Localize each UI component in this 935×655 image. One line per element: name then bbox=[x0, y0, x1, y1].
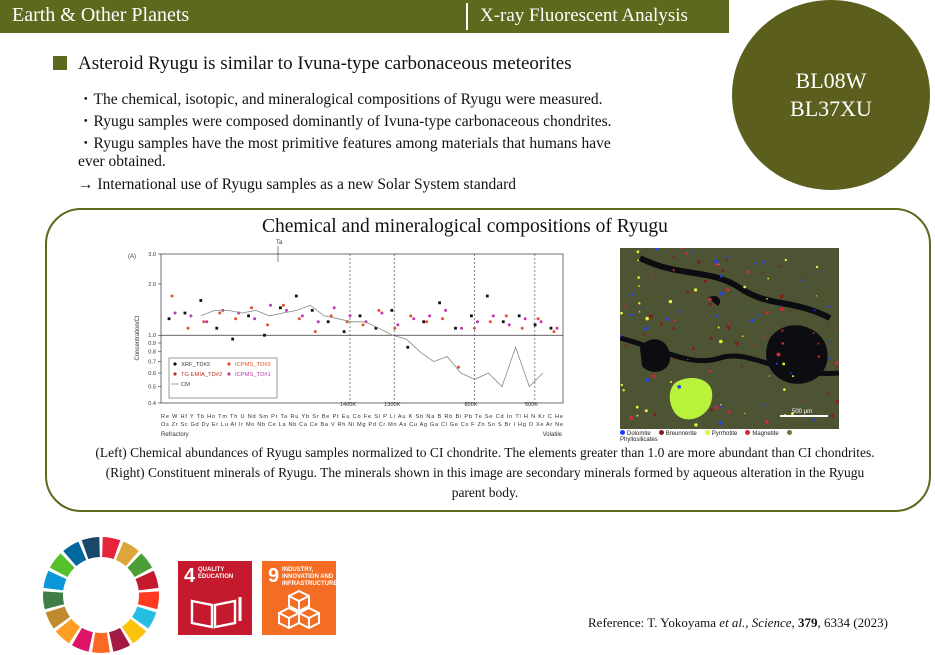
mineral-grain bbox=[765, 420, 769, 424]
scale-bar bbox=[780, 415, 828, 417]
mineral-grain bbox=[726, 259, 728, 261]
mineral-legend-item: Dolomite bbox=[620, 431, 651, 437]
reference-volume: 379 bbox=[798, 615, 818, 630]
chart-legend-label: ICPMS_TD#1 bbox=[235, 372, 271, 378]
chart-refractory-label: Refractory bbox=[161, 432, 189, 438]
mineral-grain bbox=[650, 274, 652, 276]
chart-temperature-label: 500K bbox=[524, 402, 538, 408]
chart-point-icpms-td2 bbox=[186, 327, 189, 330]
chart-point-icpms-td2 bbox=[282, 304, 285, 307]
mineral-grain bbox=[668, 318, 669, 319]
chart-point-icpms-td1 bbox=[460, 327, 463, 330]
mineral-grain bbox=[708, 298, 711, 301]
mineral-grain bbox=[813, 419, 815, 421]
chart-point-icpms-td2 bbox=[314, 330, 317, 333]
chart-point-icpms-td1 bbox=[301, 314, 304, 317]
mineral-grain bbox=[726, 288, 729, 291]
mineral-grain bbox=[740, 365, 742, 367]
mineral-grain bbox=[637, 276, 640, 279]
chart-point-icpms-td2 bbox=[266, 323, 269, 326]
mineral-grain bbox=[692, 347, 695, 350]
chart-ytick-label: 0.4 bbox=[148, 401, 156, 407]
mineral-grain bbox=[780, 307, 784, 311]
mineral-grain bbox=[637, 260, 639, 262]
chart-point-icpms-td2 bbox=[202, 320, 205, 323]
mineral-grain bbox=[645, 317, 649, 321]
mineral-grain bbox=[672, 327, 675, 330]
chart-legend-label: TG EMIA_TD#2 bbox=[181, 372, 223, 378]
chart-temperature-label: 1300K bbox=[384, 402, 401, 408]
mineral-grain bbox=[766, 298, 768, 300]
mineral-grain bbox=[817, 342, 819, 344]
mineral-grain bbox=[788, 311, 790, 313]
chart-ytick-label: 0.6 bbox=[148, 371, 156, 378]
chart-point-icpms-td2 bbox=[521, 327, 524, 330]
chart-volatile-label: Volatile bbox=[542, 432, 562, 438]
chart-panel-label: (A) bbox=[128, 254, 136, 260]
chart-point-icpms-td2 bbox=[377, 309, 380, 312]
abundance-chart-svg bbox=[124, 238, 569, 443]
chart-point-xrf bbox=[295, 295, 298, 298]
mineral-grain bbox=[816, 295, 817, 296]
chart-point-icpms-td2 bbox=[489, 320, 492, 323]
mineral-grain bbox=[766, 311, 769, 314]
mineral-grain bbox=[718, 327, 720, 329]
chart-point-xrf bbox=[247, 314, 250, 317]
mineral-grain bbox=[645, 409, 648, 412]
chart-point-xrf bbox=[184, 312, 187, 315]
chart-point-xrf bbox=[311, 309, 314, 312]
mineral-grain bbox=[743, 286, 746, 289]
mineral-grain bbox=[669, 300, 672, 303]
reference-journal: Science bbox=[751, 615, 792, 630]
chart-point-xrf bbox=[454, 327, 457, 330]
mineral-grain bbox=[674, 320, 677, 323]
mineral-grain bbox=[801, 278, 802, 279]
mineral-grain bbox=[670, 381, 672, 383]
chart-ytick-label: 1.0 bbox=[148, 333, 156, 340]
mineral-grain bbox=[672, 256, 674, 258]
mineral-grain bbox=[637, 415, 639, 417]
chart-point-icpms-td1 bbox=[380, 312, 383, 315]
chart-point-icpms-td2 bbox=[171, 295, 174, 298]
chart-ytick-label: 0.8 bbox=[148, 349, 156, 356]
mineral-map-image bbox=[620, 248, 839, 429]
chart-ytick-label: 0.9 bbox=[148, 341, 156, 348]
mineral-grain bbox=[827, 355, 829, 357]
mineral-grain bbox=[716, 406, 719, 409]
bullet-3: ・Ryugu samples have the most primitive features among materials that humans have bbox=[78, 135, 611, 152]
mineral-grain bbox=[790, 373, 792, 375]
mineral-grain bbox=[801, 400, 803, 402]
mineral-grain bbox=[666, 318, 669, 321]
chart-point-icpms-td1 bbox=[205, 320, 208, 323]
scale-bar-label: 500 μm bbox=[792, 409, 813, 415]
mineral-grain bbox=[704, 280, 707, 283]
chart-point-icpms-td2 bbox=[457, 366, 460, 369]
mineral-grain bbox=[776, 363, 778, 365]
chart-ytick-label: 0.5 bbox=[148, 384, 156, 391]
mineral-grain bbox=[814, 310, 816, 312]
mineral-grain bbox=[753, 317, 754, 318]
mineral-grain bbox=[764, 336, 765, 337]
mineral-grain bbox=[762, 272, 764, 274]
mineral-grain bbox=[675, 358, 677, 360]
mineral-grain bbox=[747, 270, 750, 273]
mineral-grain bbox=[694, 288, 697, 291]
mineral-map-svg bbox=[620, 248, 839, 429]
mineral-grain bbox=[728, 323, 730, 325]
chart-x-labels-bottom: Os Zr Sc Gd Dy Er Lu Al Ir Mo Nb Ce La Nb Ca Ce Ba V Rh Ni Mg Pd Cr Mn As Cu Ag Ga Cl Ge Cs F Zn Sn S Br I Hg O Xe Ar Ne bbox=[161, 422, 563, 428]
mineral-grain bbox=[782, 342, 785, 345]
mineral-grain bbox=[720, 404, 721, 405]
mineral-grain bbox=[763, 261, 766, 264]
chart-point-icpms-td1 bbox=[540, 320, 543, 323]
chart-point-xrf bbox=[327, 320, 330, 323]
chart-legend-label: CM bbox=[181, 382, 191, 388]
mineral-grain bbox=[645, 327, 649, 331]
chart-point-xrf bbox=[534, 324, 537, 327]
mineral-grain bbox=[646, 378, 650, 382]
mineral-grain bbox=[709, 337, 712, 340]
beamline-2: BL37XU bbox=[790, 96, 872, 121]
sdg-wheel-segment bbox=[138, 591, 159, 609]
chart-point-icpms-td1 bbox=[444, 309, 447, 312]
mineral-grain bbox=[792, 375, 794, 377]
chart-point-icpms-td1 bbox=[492, 314, 495, 317]
chart-point-icpms-td2 bbox=[393, 327, 396, 330]
sdg-4-title: QUALITY EDUCATION bbox=[198, 567, 234, 580]
mineral-grain bbox=[625, 344, 627, 346]
mineral-legend-item: Breunnerite bbox=[659, 431, 697, 437]
beamline-badge bbox=[732, 0, 930, 190]
chart-point-icpms-td2 bbox=[298, 317, 301, 320]
mineral-grain bbox=[830, 341, 831, 342]
mineral-grain bbox=[778, 305, 779, 306]
mineral-grain bbox=[778, 266, 780, 268]
mineral-grain bbox=[680, 311, 682, 313]
chart-point-icpms-td2 bbox=[234, 317, 237, 320]
mineral-legend bbox=[620, 430, 839, 443]
mineral-grain bbox=[649, 277, 650, 278]
mineral-grain bbox=[624, 306, 626, 308]
mineral-grain bbox=[692, 252, 693, 253]
mineral-grain bbox=[636, 406, 639, 409]
chart-ytick-label: 2.0 bbox=[148, 281, 156, 288]
mineral-grain bbox=[623, 389, 625, 391]
mineral-grain bbox=[728, 411, 731, 414]
mineral-grain bbox=[687, 359, 688, 360]
mineral-legend-item: Phyllosilicates bbox=[620, 431, 794, 443]
chart-ta-marker: Ta bbox=[276, 240, 283, 246]
chart-point-icpms-td1 bbox=[396, 323, 399, 326]
chart-point-icpms-td1 bbox=[253, 317, 256, 320]
chart-legend-swatch bbox=[173, 372, 176, 375]
mineral-grain bbox=[631, 293, 634, 296]
bullet-3-cont: ever obtained. bbox=[78, 153, 166, 170]
mineral-grain bbox=[757, 314, 759, 316]
mineral-grain bbox=[773, 386, 774, 387]
mineral-grain bbox=[785, 259, 787, 261]
mineral-grain bbox=[826, 392, 828, 394]
sdg-wheel-segment bbox=[92, 633, 110, 653]
chart-point-xrf bbox=[343, 330, 346, 333]
mineral-grain bbox=[638, 285, 640, 287]
mineral-grain bbox=[727, 256, 729, 258]
mineral-grain bbox=[783, 388, 786, 391]
mineral-grain bbox=[754, 345, 755, 346]
chart-point-icpms-td1 bbox=[174, 312, 177, 315]
mineral-grain bbox=[830, 357, 832, 359]
chart-point-icpms-td1 bbox=[428, 314, 431, 317]
headline-bullet bbox=[53, 56, 67, 70]
chart-point-xrf bbox=[263, 334, 266, 337]
chart-point-icpms-td1 bbox=[349, 314, 352, 317]
chart-legend-swatch bbox=[173, 362, 176, 365]
reference-prefix: Reference: T. Yokoyama bbox=[588, 615, 720, 630]
reference-rest: , 6334 (2023) bbox=[817, 615, 888, 630]
mineral-grain bbox=[727, 327, 730, 330]
chart-point-icpms-td1 bbox=[333, 306, 336, 309]
mineral-grain bbox=[638, 302, 640, 304]
chart-point-icpms-td2 bbox=[473, 327, 476, 330]
chart-point-xrf bbox=[438, 301, 441, 304]
chart-point-xrf bbox=[215, 327, 218, 330]
mineral-grain bbox=[720, 275, 723, 278]
chart-point-icpms-td2 bbox=[409, 314, 412, 317]
chart-point-icpms-td1 bbox=[556, 327, 559, 330]
chart-point-icpms-td1 bbox=[508, 323, 511, 326]
chart-point-xrf bbox=[390, 309, 393, 312]
chart-point-xrf bbox=[502, 320, 505, 323]
mineral-grain bbox=[830, 414, 834, 418]
chart-point-xrf bbox=[470, 314, 473, 317]
sdg-4-number: 4 bbox=[184, 565, 196, 587]
header-divider bbox=[466, 3, 468, 30]
mineral-grain bbox=[727, 349, 729, 351]
mineral-grain bbox=[673, 269, 675, 271]
mineral-grain bbox=[709, 303, 712, 306]
mineral-grain bbox=[801, 279, 803, 281]
mineral-grain bbox=[764, 405, 766, 407]
mineral-grain bbox=[652, 374, 655, 377]
chart-x-labels-top: Re W Hf Y Tb Ho Tm Th U Nd Sm Pr Ta Ru Yb Sr Be Pt Eu Co Fe Si P Li Au K Sb Na B Rb Bi Pb Te Se Cd In Tl H N Kr C He bbox=[161, 414, 564, 420]
mineral-grain bbox=[694, 423, 697, 426]
mineral-grain bbox=[629, 416, 633, 420]
mineral-grain bbox=[637, 250, 640, 253]
mineral-grain bbox=[782, 363, 785, 366]
chart-ytick-label: 3.0 bbox=[148, 252, 156, 258]
chart-point-xrf bbox=[168, 317, 171, 320]
chart-point-icpms-td1 bbox=[412, 317, 415, 320]
mineral-grain bbox=[777, 353, 781, 357]
chart-point-icpms-td2 bbox=[218, 312, 221, 315]
mineral-grain bbox=[714, 260, 718, 264]
mineral-grain bbox=[818, 355, 820, 357]
chart-point-icpms-td2 bbox=[553, 330, 556, 333]
mineral-grain bbox=[621, 384, 623, 386]
panel-title: Chemical and mineralogical compositions of Ryugu bbox=[262, 216, 668, 237]
mineral-grain bbox=[677, 385, 681, 389]
mineral-grain bbox=[660, 323, 663, 326]
bullet-2: ・Ryugu samples were composed dominantly of Ivuna-type carbonaceous chondrites. bbox=[78, 113, 612, 130]
chart-point-xrf bbox=[550, 327, 553, 330]
reference-etal: et al. bbox=[719, 615, 746, 630]
chart-legend-label: ICPMS_TD#2 bbox=[235, 362, 271, 368]
mineral-grain bbox=[671, 369, 673, 371]
mineral-grain bbox=[813, 332, 815, 334]
mineral-grain bbox=[719, 421, 723, 425]
chart-point-icpms-td1 bbox=[285, 309, 288, 312]
chart-point-xrf bbox=[406, 346, 409, 349]
mineral-grain bbox=[715, 315, 718, 318]
mineral-grain bbox=[780, 294, 784, 298]
mineral-grain bbox=[828, 306, 830, 308]
sdg-tile-9 bbox=[262, 561, 336, 635]
mineral-grain bbox=[835, 328, 837, 330]
chart-point-icpms-td2 bbox=[441, 317, 444, 320]
chart-point-icpms-td2 bbox=[250, 306, 253, 309]
abundance-chart bbox=[124, 238, 569, 448]
mineral-grain bbox=[781, 329, 784, 332]
chart-point-xrf bbox=[279, 306, 282, 309]
mineral-grain bbox=[721, 269, 724, 272]
mineral-grain bbox=[767, 278, 769, 280]
reference-citation: Reference: T. Yokoyama et al., Science, 379, 6334 (2023) bbox=[588, 615, 888, 630]
chart-point-icpms-td2 bbox=[425, 320, 428, 323]
mineral-grain bbox=[750, 319, 753, 322]
mineral-grain bbox=[756, 262, 758, 264]
chart-point-xrf bbox=[422, 320, 425, 323]
sdg-tile-4 bbox=[178, 561, 252, 635]
mineral-grain bbox=[653, 413, 656, 416]
chart-point-icpms-td2 bbox=[362, 323, 365, 326]
chart-point-icpms-td2 bbox=[505, 314, 508, 317]
mineral-grain bbox=[836, 367, 838, 369]
mineral-grain bbox=[719, 340, 723, 344]
chart-temperature-label: 1400K bbox=[339, 402, 357, 408]
chart-ytick-label: 0.7 bbox=[148, 359, 156, 366]
mineral-grain bbox=[742, 335, 744, 337]
sdg-wheel-logo bbox=[41, 535, 161, 655]
headline: Asteroid Ryugu is similar to Ivuna-type carbonaceous meteorites bbox=[78, 53, 572, 74]
mineral-grain bbox=[744, 413, 745, 414]
mineral-grain bbox=[697, 260, 701, 264]
mineral-grain bbox=[739, 307, 741, 309]
mineral-grain bbox=[643, 333, 645, 335]
mineral-grain bbox=[735, 304, 736, 305]
sdg-wheel-segment bbox=[43, 591, 64, 609]
mineral-legend-item: Magnetite bbox=[745, 431, 778, 437]
mineral-grain bbox=[686, 291, 689, 294]
chart-temperature-label: 800K bbox=[464, 402, 478, 408]
mineral-grain bbox=[685, 252, 688, 255]
chart-point-icpms-td1 bbox=[189, 314, 192, 317]
mineral-grain bbox=[620, 359, 621, 360]
sdg-9-title: INDUSTRY, INNOVATION AND INFRASTRUCTURE bbox=[282, 567, 338, 587]
mineral-grain bbox=[630, 314, 633, 317]
chart-point-icpms-td1 bbox=[317, 320, 320, 323]
mineral-grain bbox=[835, 361, 839, 365]
mineral-grain bbox=[649, 315, 653, 319]
chart-point-icpms-td1 bbox=[476, 320, 479, 323]
header-technique-title: X-ray Fluorescent Analysis bbox=[480, 5, 688, 26]
mineral-grain bbox=[709, 370, 712, 373]
chart-legend-label: XRF_TD#2 bbox=[181, 362, 210, 368]
chart-point-icpms-td2 bbox=[537, 317, 540, 320]
mineral-grain bbox=[620, 312, 623, 315]
chart-point-xrf bbox=[231, 338, 234, 341]
mineral-legend-item: Pyrrhotite bbox=[705, 431, 738, 437]
mineral-grain bbox=[639, 311, 640, 312]
chart-point-icpms-td1 bbox=[524, 317, 527, 320]
book-pencil-icon bbox=[178, 561, 252, 635]
chart-legend-swatch bbox=[227, 372, 230, 375]
sdg-9-number: 9 bbox=[268, 565, 280, 587]
mineral-grain bbox=[644, 307, 645, 308]
chart-ylabel: Concentration/CI bbox=[135, 315, 141, 361]
bullet-1: ・The chemical, isotopic, and mineralogical compositions of Ryugu were measured. bbox=[78, 91, 603, 108]
chart-point-xrf bbox=[518, 314, 521, 317]
figure-caption: (Left) Chemical abundances of Ryugu samples normalized to CI chondrite. The elements greater than 1.0 are more abundant than CI chondrites. (Right) Constituent minerals of Ryugu. The minerals shown in this image are secondary minerals formed by aqueous alteration in the Ryugu parent body. bbox=[95, 445, 875, 500]
chart-point-icpms-td1 bbox=[269, 304, 272, 307]
chart-point-xrf bbox=[486, 295, 489, 298]
mineral-grain bbox=[816, 266, 818, 268]
mineral-grain bbox=[809, 327, 810, 328]
header-category-title: Earth & Other Planets bbox=[12, 4, 190, 26]
mineral-grain bbox=[769, 375, 770, 376]
chart-point-xrf bbox=[359, 314, 362, 317]
cubes-icon bbox=[262, 561, 336, 635]
mineral-grain bbox=[710, 408, 713, 411]
bullet-conclusion: → International use of Ryugu samples as a new Solar System standard bbox=[78, 176, 517, 193]
mineral-grain bbox=[735, 342, 739, 346]
mineral-grain bbox=[720, 292, 723, 295]
chart-legend-swatch bbox=[227, 362, 230, 365]
chart-point-xrf bbox=[199, 299, 202, 302]
beamline-1: BL08W bbox=[795, 68, 867, 93]
